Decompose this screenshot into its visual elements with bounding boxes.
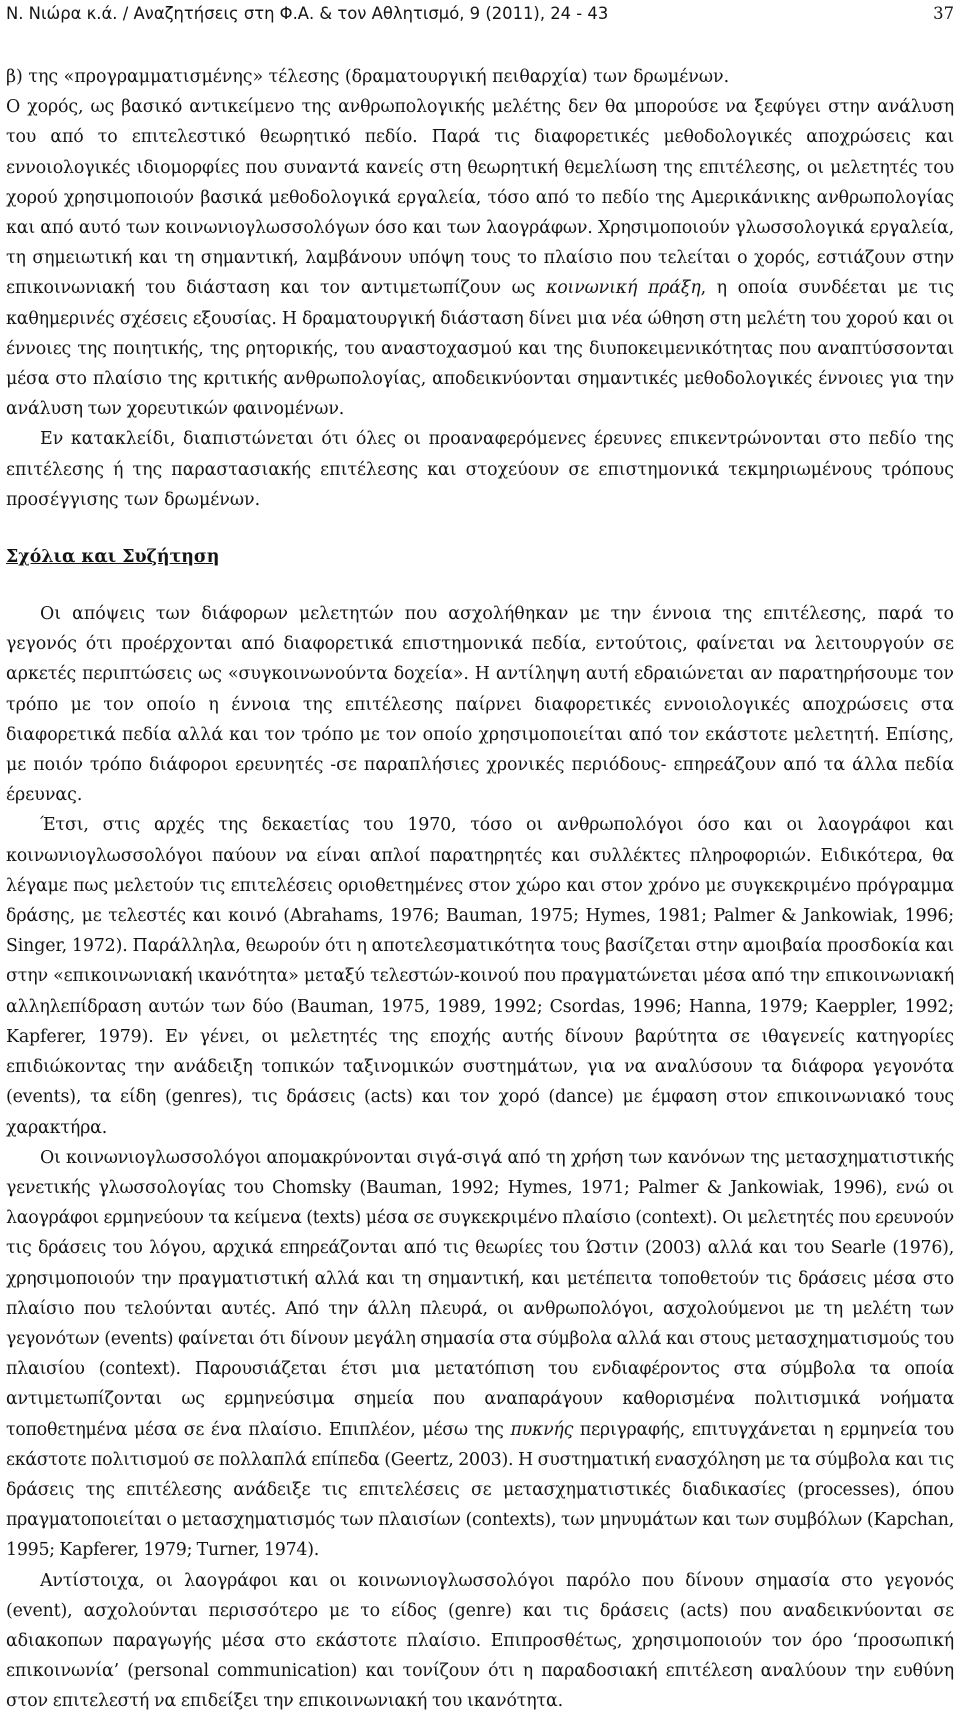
section-title: Σχόλια και Συζήτηση	[6, 547, 220, 568]
paragraph-intro-2-italic: κοινωνική πράξη	[545, 278, 701, 299]
paragraph-intro-1: β) της «προγραμματισμένης» τέλεσης (δραματουργική πειθαρχία) των δρωμένων.	[6, 67, 730, 87]
article-body	[6, 62, 954, 1717]
page-number: 37	[933, 4, 954, 23]
paragraph-section-4: Αντίστοιχα, οι λαογράφοι και οι κοινωνιογλωσσολόγοι παρόλο που δίνουν σημασία στο γεγονός (event), ασχολούνται περισσότερο με το είδος (genre) και τις δράσεις (acts) που αναδεικνύονται σε αδιακοπων παραγωγής μέσα στο εκάστοτε πλαίσιο. Επιπροσθέτως, χρησιμοποιούν τον όρο ‘προσωπική επικοινωνία’ (personal communication) και τονίζουν ότι η παραδοσιακή επιτέλεση αναλύουν την ευθύνη στον επιτελεστή να επιδείξει την επικοινωνιακή του ικανότητα.	[6, 1570, 954, 1712]
running-header	[6, 0, 954, 28]
paragraph-intro-2-part-a: Ο χορός, ως βασικό αντικείμενο της ανθρωπολογικής μελέτης δεν θα μπορούσε να ξεφύγει στην ανάλυση του από το επιτελεστικό θεωρητικό πεδίο. Παρά τις διαφορετικές μεθοδολογικές αποχρώσεις και εννοιολογικές ιδιομορφίες που συναντά κανείς στη θεωρητική θεμελίωση της επιτέλεσης, οι μελετητές του χορού χρησιμοποιούν βασικά μεθοδολογικά εργαλεία, τόσο από το πεδίο της Αμερικάνικης ανθρωπολογίας και από αυτό των κοινωνιογλωσσολόγων όσο και των λαογράφων. Χρησιμοποιούν γλωσσολογικά εργαλεία, τη σημειωτική και τη σημαντική, λαμβάνουν υπόψη τους το πλαίσιο που τελείται ο χορός, εστιάζουν στην επικοινωνιακή του διάσταση και τον αντιμετωπίζουν ως	[6, 97, 954, 299]
paragraph-intro-2	[6, 92, 954, 424]
paragraph-intro-2-part-b: , η οποία συνδέεται με τις καθημερινές σχέσεις εξουσίας. Η δραματουργική διάσταση δίνει μια νέα ώθηση στη μελέτη του χορού και οι έννοιες της ποιητικής, της ρητορικής, του αναστοχασμού και της διυποκειμενικότητας που αναπτύσσονται μέσα στο πλαίσιο της κριτικής ανθρωπολογίας, αποδεικνύονται σημαντικές μεθοδολογικές έννοιες για την ανάλυση των χορευτικών φαινομένων.	[6, 278, 954, 420]
paragraph-section-2: Έτσι, στις αρχές της δεκαετίας του 1970, τόσο οι ανθρωπολόγοι όσο και οι λαογράφοι και κοινωνιογλωσσολόγοι παύουν να είναι απλοί παρατηρητές και συλλέκτες πληροφοριών. Ειδικότερα, θα λέγαμε πως μελετούν τις επιτελέσεις οριοθετημένες στον χώρο και στον χρόνο με συγκεκριμένο πρόγραμμα δράσης, με τελεστές και κοινό (Abrahams, 1976; Bauman, 1975; Hymes, 1981; Palmer & Jankowiak, 1996; Singer, 1972). Παράλληλα, θεωρούν ότι η αποτελεσματικότητα τους βασίζεται στην αμοιβαία προσδοκία και στην «επικοινωνιακή ικανότητα» μεταξύ τελεστών-κοινού που πραγματώνεται μέσα από την επικοινωνιακή αλληλεπίδραση αυτών των δύο (Bauman, 1975, 1989, 1992; Csordas, 1996; Hanna, 1979; Kaeppler, 1992; Kapferer, 1979). Εν γένει, οι μελετητές της εποχής αυτής δίνουν βαρύτητα σε ιθαγενείς κατηγορίες επιδιώκοντας την ανάδειξη τοπικών ταξινομικών συστημάτων, για να αναλύσουν τα διάφορα γεγονότα (events), τα είδη (genres), τις δράσεις (acts) και τον χορό (dance) με έμφαση στον επικοινωνιακό τους χαρακτήρα.	[6, 815, 954, 1138]
running-head-text: Ν. Νιώρα κ.ά. / Αναζητήσεις στη Φ.Α. & τον Αθλητισμό, 9 (2011), 24 - 43	[6, 4, 609, 23]
paragraph-section-3-part-a: Οι κοινωνιογλωσσολόγοι απομακρύνονται σιγά-σιγά από τη χρήση των κανόνων της μετασχηματιστικής γενετικής γλωσσολογίας του Chomsky (Bauman, 1992; Hymes, 1971; Palmer & Jankowiak, 1996), ενώ οι λαογράφοι ερμηνεύουν τα κείμενα (texts) μέσα σε συγκεκριμένο πλαίσιο (context). Οι μελετητές που ερευνούν τις δράσεις του λόγου, αρχικά επηρεάζονται από τις θεωρίες του Ώστιν (2003) αλλά και του Searle (1976), χρησιμοποιούν την πραγματιστική αλλά και τη σημαντική, και μετέπειτα τοποθετούν τις δράσεις μέσα στο πλαίσιο που τελούνται αυτές. Από την άλλη πλευρά, οι ανθρωπολόγοι, ασχολούμενοι με τη μελέτη των γεγονότων (events) φαίνεται ότι δίνουν μεγάλη σημασία στα σύμβολα αλλά και στους μετασχηματισμούς του πλαισίου (context). Παρουσιάζεται έτσι μια μετατόπιση του ενδιαφέροντος στα σύμβολα τα οποία αντιμετωπίζονται ως ερμηνεύσιμα σημεία που αναπαράγουν καθορισμένα πολιτισμικά νοήματα τοποθετημένα μέσα σε ένα πλαίσιο. Επιπλέον, μέσω της	[6, 1147, 954, 1440]
paragraph-section-3	[6, 1143, 954, 1566]
paragraph-section-3-part-b: περιγραφής, επιτυγχάνεται η ερμηνεία του εκάστοτε πολιτισμού σε πολλαπλά επίπεδα (Geertz, 2003). Η συστηματική ενασχόληση με τα σύμβολα και τις δράσεις της επιτέλεσης ανάδειξε τις επιτελέσεις σε μετασχηματιστικές διαδικασίες (processes), όπου πραγματοποιείται ο μετασχηματισμός των πλαισίων (contexts), των μηνυμάτων και των συμβόλων (Kapchan, 1995; Kapferer, 1979; Turner, 1974).	[6, 1419, 954, 1561]
paragraph-intro-3: Εν κατακλείδι, διαπιστώνεται ότι όλες οι προαναφερόμενες έρευνες επικεντρώνονται στο πεδίο της επιτέλεσης ή της παραστασιακής επιτέλεσης και στοχεύουν σε επιστημονικά τεκμηριωμένους τρόπους προσέγγισης των δρωμένων.	[6, 429, 954, 510]
paragraph-section-1: Οι απόψεις των διάφορων μελετητών που ασχολήθηκαν με την έννοια της επιτέλεσης, παρά το γεγονός ότι προέρχονται από διαφορετικά επιστημονικά πεδία, εντούτοις, φαίνεται να λειτουργούν σε αρκετές περιπτώσεις ως «συγκοινωνούντα δοχεία». Η αντίληψη αυτή εδραιώνεται αν παρατηρήσουμε τον τρόπο με τον οποίο η έννοια της επιτέλεσης παίρνει διαφορετικές εννοιολογικές αποχρώσεις στα διαφορετικά πεδία αλλά και τον τρόπο με τον οποίο χρησιμοποιείται από τον εκάστοτε μελετητή. Επίσης, με ποιόν τρόπο διάφοροι ερευνητές -σε παραπλήσιες χρονικές περιόδους- επηρεάζουν από τα άλλα πεδία έρευνας.	[6, 604, 954, 806]
paragraph-section-3-italic: πυκνής	[510, 1419, 574, 1440]
